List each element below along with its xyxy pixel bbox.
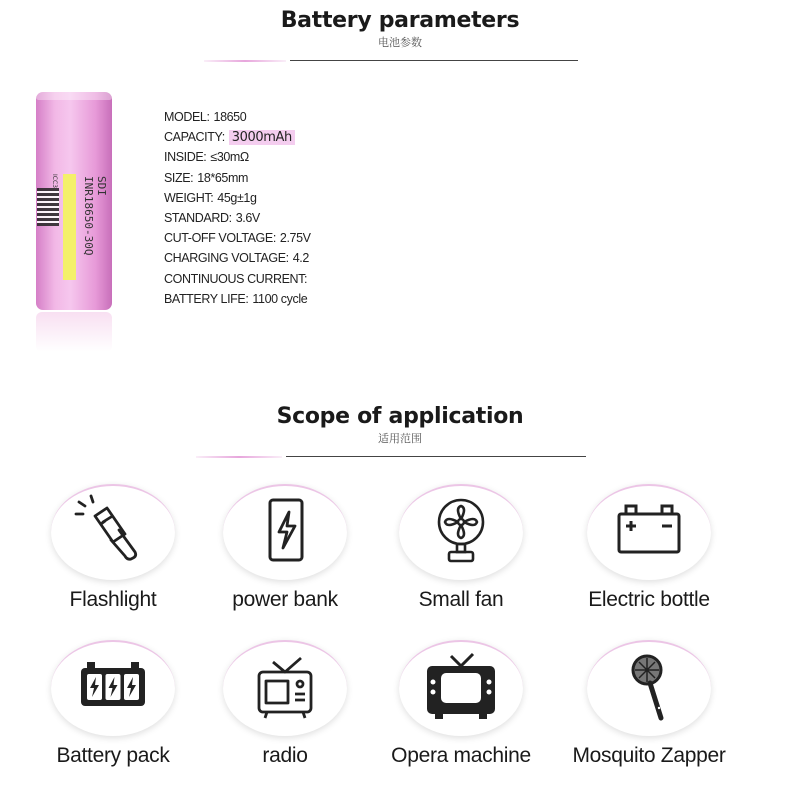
battery-model-text: INR18650-30Q bbox=[82, 176, 95, 256]
fan-icon bbox=[421, 494, 501, 566]
section-title: Scope of application bbox=[276, 404, 524, 429]
app-card-radio bbox=[190, 640, 380, 800]
app-name: Mosquito Zapper bbox=[572, 744, 726, 767]
divider-accent bbox=[196, 456, 282, 458]
battery-small-print bbox=[39, 174, 61, 188]
section-title: Battery parameters bbox=[280, 8, 520, 33]
app-card-opera-machine bbox=[366, 640, 556, 800]
divider-line bbox=[290, 60, 578, 61]
app-name: Flashlight bbox=[69, 588, 157, 611]
app-card-small-fan bbox=[366, 484, 556, 644]
divider-line bbox=[286, 456, 586, 457]
qr-code bbox=[37, 188, 59, 226]
battery-label-strip bbox=[63, 174, 76, 280]
spec-row-capacity: CAPACITY: 3000mAh bbox=[164, 127, 354, 147]
spec-row-inside: INSIDE: ≤30mΩ bbox=[164, 150, 249, 165]
app-name: Opera machine bbox=[391, 744, 531, 767]
divider-accent bbox=[204, 60, 286, 62]
battery-parameters-heading bbox=[0, 8, 800, 50]
spec-row-charging-voltage: CHARGING VOLTAGE: 4.2 bbox=[164, 251, 309, 266]
spec-row-battery-life: BATTERY LIFE: 1100 cycle bbox=[164, 291, 308, 306]
battery-brand-text: SDI bbox=[95, 176, 108, 196]
radio-icon bbox=[245, 650, 325, 722]
battery-pack-icon bbox=[73, 650, 153, 722]
spec-row-continuous-current: CONTINUOUS CURRENT: bbox=[164, 271, 308, 286]
app-card-electric-bottle bbox=[554, 484, 744, 644]
spec-list bbox=[164, 107, 354, 309]
app-card-mosquito-zapper bbox=[554, 640, 744, 800]
spec-row-standard: STANDARD: 3.6V bbox=[164, 210, 260, 225]
app-name: power bank bbox=[232, 588, 338, 611]
scope-heading bbox=[0, 404, 800, 446]
tv-icon bbox=[421, 650, 501, 722]
app-name: Electric bottle bbox=[588, 588, 710, 611]
section-subtitle: 电池参数 bbox=[378, 37, 422, 49]
car-battery-icon bbox=[609, 494, 689, 566]
spec-row-model: MODEL: 18650 bbox=[164, 110, 247, 124]
app-name: radio bbox=[262, 744, 308, 767]
spec-row-cutoff-voltage: CUT-OFF VOLTAGE: 2.75V bbox=[164, 231, 311, 246]
spec-row-weight: WEIGHT: 45g±1g bbox=[164, 190, 257, 205]
power-bank-icon bbox=[245, 494, 325, 566]
svg-text:ICC3: ICC3 bbox=[51, 174, 58, 188]
app-name: Small fan bbox=[418, 588, 504, 611]
battery-print bbox=[76, 176, 108, 286]
battery-image bbox=[36, 92, 112, 352]
app-card-battery-pack bbox=[18, 640, 208, 800]
app-card-flashlight bbox=[18, 484, 208, 644]
spec-row-size: SIZE: 18*65mm bbox=[164, 170, 248, 185]
app-name: Battery pack bbox=[56, 744, 170, 767]
flashlight-icon bbox=[73, 494, 153, 566]
section-subtitle: 适用范围 bbox=[378, 433, 422, 445]
battery-reflection bbox=[36, 312, 112, 352]
app-card-power-bank bbox=[190, 484, 380, 644]
battery-cell bbox=[36, 92, 112, 310]
zapper-icon bbox=[609, 650, 689, 722]
